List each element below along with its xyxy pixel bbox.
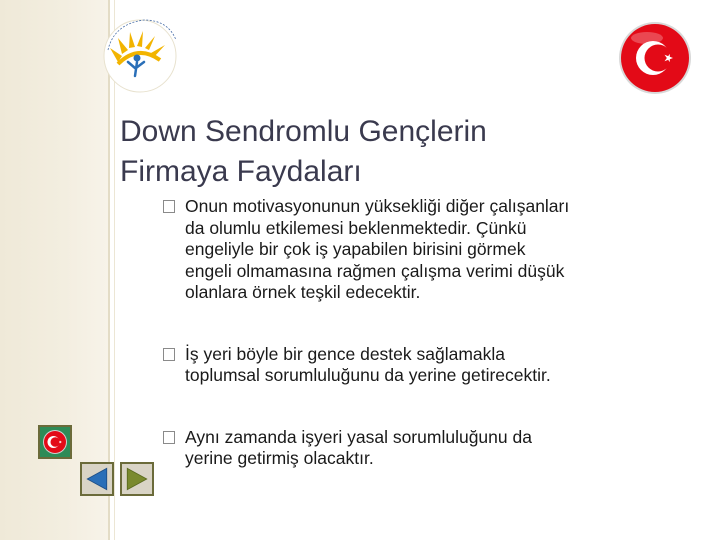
bullet-line: toplumsal sorumluluğunu da yerine getirecektir. — [185, 365, 551, 385]
bullet-line: Aynı zamanda işyeri yasal sorumluluğunu da — [185, 426, 532, 447]
bullet-line: Onun motivasyonunun yüksekliği diğer çalışanları — [185, 196, 570, 216]
bullet-line: da olumlu etkilemesi beklenmektedir. Çünkü — [185, 217, 527, 238]
square-bullet-icon — [163, 200, 175, 213]
previous-arrow-icon[interactable] — [80, 462, 114, 496]
turkish-flag-icon — [617, 20, 693, 96]
slide-title — [120, 112, 680, 192]
bullet-item — [163, 344, 683, 387]
square-bullet-icon — [163, 431, 175, 444]
bullet-line: İş yeri böyle bir gence destek sağlamakla — [185, 343, 506, 364]
flag-emblem-button[interactable] — [38, 425, 72, 459]
bullet-list — [163, 196, 683, 510]
title-line-2: Firmaya Faydaları — [120, 155, 362, 188]
square-bullet-icon — [163, 348, 175, 361]
bullet-line: engeli olmamasına rağmen çalışma verimi düşük — [185, 260, 565, 281]
sun-figure-logo-icon — [88, 10, 188, 95]
next-arrow-icon[interactable] — [120, 462, 154, 496]
bullet-line: olanlara örnek teşkil edecektir. — [185, 282, 421, 302]
bullet-item — [163, 427, 683, 470]
bullet-item — [163, 196, 683, 304]
title-line-1: Down Sendromlu Gençlerin — [120, 115, 487, 148]
bullet-line: engeliyle bir çok iş yapabilen birisini görmek — [185, 239, 526, 259]
bullet-line: yerine getirmiş olacaktır. — [185, 448, 374, 468]
